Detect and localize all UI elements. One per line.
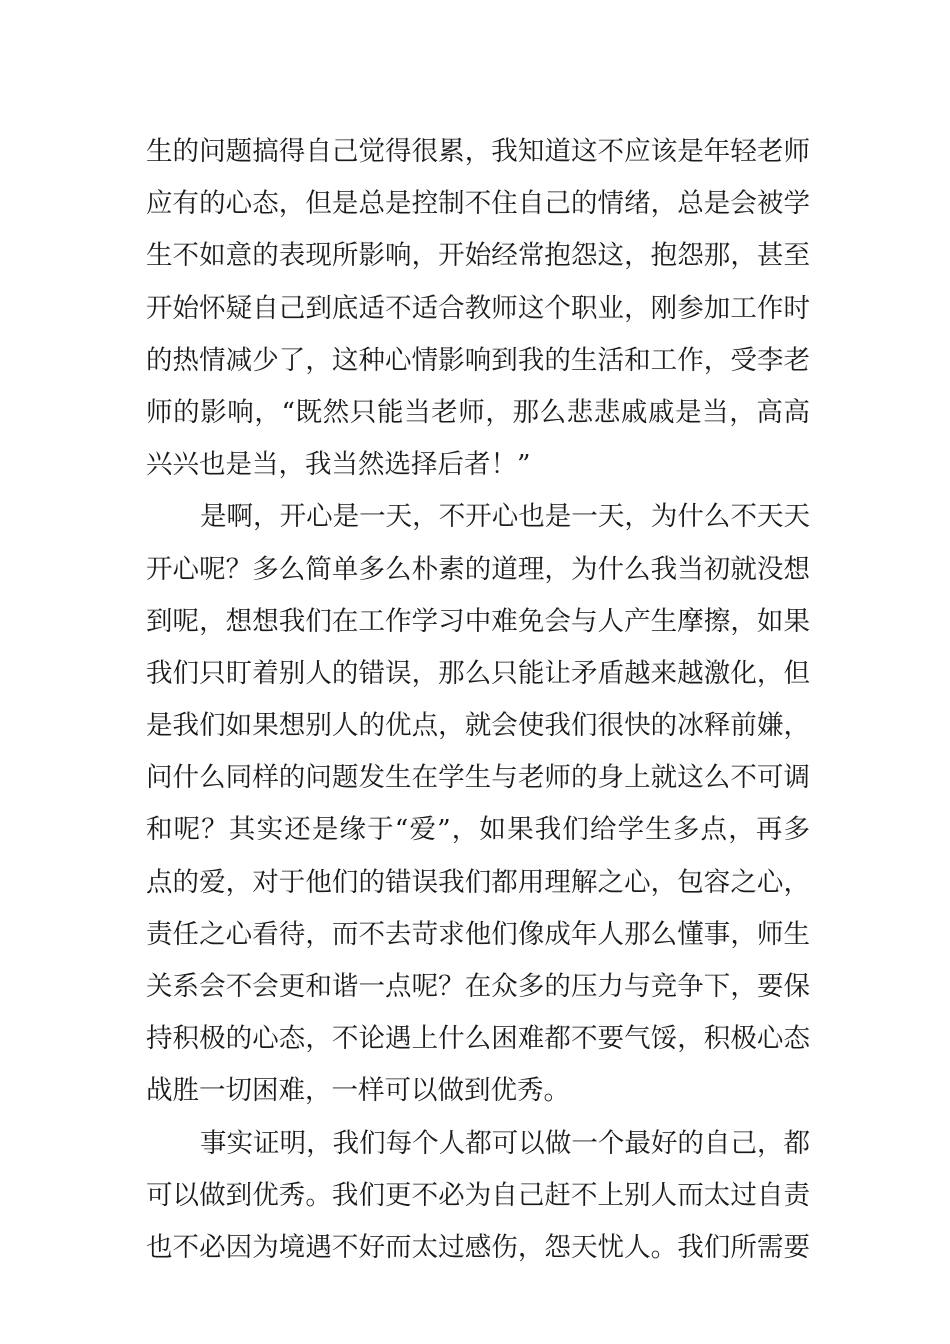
text-line: 事实证明，我们每个人都可以做一个最好的自己，都: [200, 1127, 810, 1159]
text-line: 持积极的心态，不论遇上什么困难都不要气馁，积极心态: [146, 1023, 810, 1055]
text-line: 开始怀疑自己到底适不适合教师这个职业，刚参加工作时: [146, 292, 810, 324]
text-line: 关系会不会更和谐一点呢？在众多的压力与竞争下，要保: [146, 971, 810, 1002]
text-line: 的热情减少了，这种心情影响到我的生活和工作，受李老: [146, 344, 810, 376]
paragraph-2: [146, 491, 810, 1117]
text-line: 兴兴也是当，我当然选择后者！”: [146, 449, 531, 481]
text-line: 生不如意的表现所影响，开始经常抱怨这，抱怨那，甚至: [146, 240, 810, 272]
text-line: 可以做到优秀。我们更不必为自己赶不上别人而太过自责: [146, 1179, 810, 1211]
paragraph-1: [146, 126, 810, 491]
text-line: 责任之心看待，而不去苛求他们像成年人那么懂事，师生: [146, 918, 810, 950]
text-line: 和呢？其实还是缘于“爱”，如果我们给学生多点，再多: [146, 814, 810, 846]
text-line: 是我们如果想别人的优点，就会使我们很快的冰释前嫌，: [146, 710, 810, 742]
text-line: 师的影响，“既然只能当老师，那么悲悲戚戚是当，高高: [146, 396, 810, 428]
text-line: 是啊，开心是一天，不开心也是一天，为什么不天天: [200, 501, 810, 533]
text-line: 应有的心态，但是总是控制不住自己的情绪，总是会被学: [146, 188, 810, 220]
text-line: 问什么同样的问题发生在学生与老师的身上就这么不可调: [146, 762, 810, 794]
text-line: 开心呢？多么简单多么朴素的道理，为什么我当初就没想: [146, 553, 810, 585]
text-line: 也不必因为境遇不好而太过感伤，怨天忧人。我们所需要: [146, 1231, 810, 1263]
paragraph-3: [146, 1118, 810, 1275]
text-line: 生的问题搞得自己觉得很累，我知道这不应该是年轻老师: [146, 136, 810, 167]
text-line: 我们只盯着别人的错误，那么只能让矛盾越来越激化，但: [146, 657, 810, 689]
text-line: 到呢，想想我们在工作学习中难免会与人产生摩擦，如果: [146, 605, 810, 637]
body-text: [146, 126, 810, 1274]
text-line: 战胜一切困难，一样可以做到优秀。: [146, 1075, 570, 1107]
text-line: 点的爱，对于他们的错误我们都用理解之心，包容之心，: [146, 866, 810, 898]
